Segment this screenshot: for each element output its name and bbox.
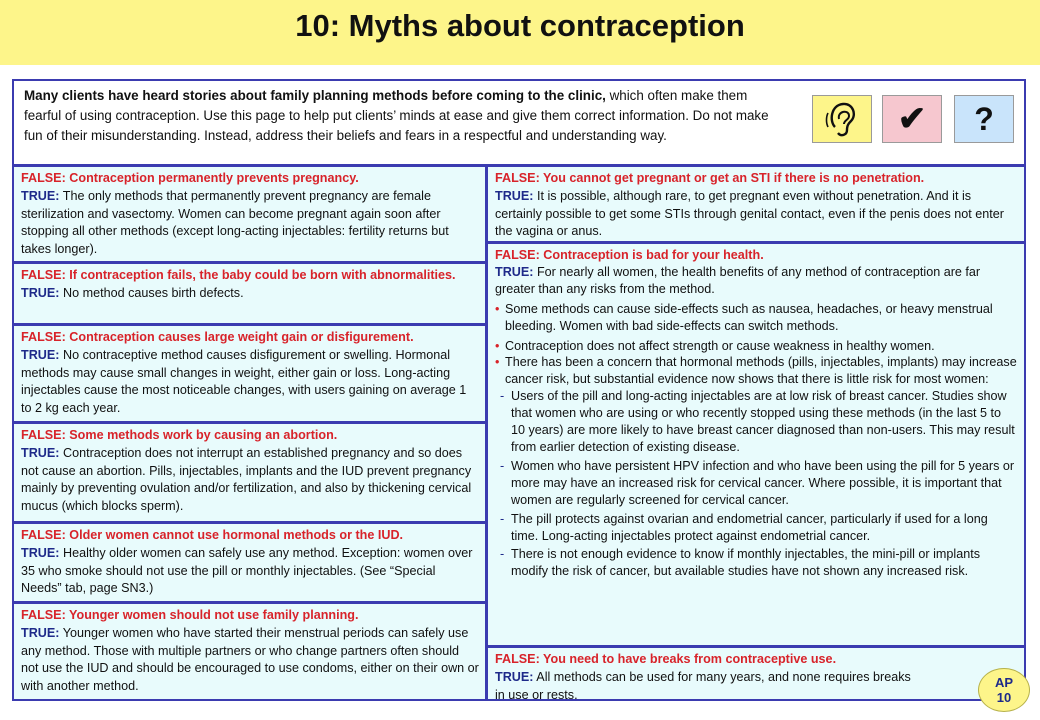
page-badge — [978, 668, 1030, 712]
false-statement: FALSE: Older women cannot use hormonal methods or the IUD. — [21, 528, 404, 542]
intro-bold: Many clients have heard stories about family planning methods before coming to the clinic, — [24, 88, 606, 103]
health-bullet: • Some methods can cause side-effects such as nausea, headaches, or heavy menstrual bleeding. Women with bad side-effects can switch methods. — [495, 301, 993, 333]
question-icon: ? — [954, 95, 1014, 143]
badge-line1: AP — [994, 675, 1014, 690]
check-icon: ✔ — [882, 95, 942, 143]
myth-permanent — [12, 165, 487, 263]
false-statement: FALSE: If contraception fails, the baby could be born with abnormalities. — [21, 268, 456, 282]
true-statement: TRUE: Contraception does not interrupt an established pregnancy and so does not cause an abortion. Pills, injectables, implants and the IUD prevent pregnancy mainly by preventing ovulation and/or fertilization, and also by thickening cervical mucus (which blocks sperm). — [21, 445, 472, 514]
myth-older-women — [12, 522, 487, 603]
health-subpoint: - There is not enough evidence to know if monthly injectables, the mini-pill or implants modify the risk of cancer, but available studies have not shown any increased risk. — [500, 547, 981, 579]
myth-younger-women — [12, 602, 487, 701]
false-statement: FALSE: Some methods work by causing an abortion. — [21, 428, 338, 442]
true-statement: TRUE: For nearly all women, the health benefits of any method of contraception are far greater than any risks from the method. — [495, 264, 981, 296]
true-statement: TRUE: All methods can be used for many years, and none requires breaks in use or rests. — [495, 669, 911, 702]
badge-line2: 10 — [996, 690, 1012, 705]
false-statement: FALSE: Contraception permanently prevents pregnancy. — [21, 171, 359, 185]
true-statement: TRUE: Younger women who have started their menstrual periods can safely use any method. Those with multiple partners or who change partners often should not use the IUD and should be encouraged to use condoms, either on their own or with another method. — [21, 625, 479, 694]
ear-icon — [825, 99, 859, 139]
myth-abortion — [12, 422, 487, 523]
true-statement: TRUE: Healthy older women can safely use any method. Exception: women over 35 who smoke should not use the pill or monthly injectables. (See “Special Needs” tab, page SN3.) — [21, 545, 473, 596]
myth-bad-for-health — [486, 242, 1026, 647]
listen-icon-box — [812, 95, 872, 143]
false-statement: FALSE: Contraception is bad for your health. — [495, 248, 764, 262]
health-subpoint: - The pill protects against ovarian and endometrial cancer, particularly if used for a long time. Long-acting injectables protect against endometrial cancer. — [500, 511, 988, 543]
health-subpoint: - Users of the pill and long-acting injectables are at low risk of breast cancer. Studies show that women who are using or who recently stopped using these methods (in the last 5 to 10 years) are more likely to have breast cancer diagnosed than non-users. This may result from earlier detection of existing disease. — [500, 389, 1015, 454]
myth-breaks — [486, 646, 1026, 701]
true-statement: TRUE: The only methods that permanently prevent pregnancy are female sterilization and vasectomy. Women can become pregnant again soon after stopping all other methods (except long-acting injectables: fertility returns but takes longer). — [21, 188, 449, 257]
health-bullet: • Contraception does not affect strength or cause weakness in healthy women. — [495, 338, 935, 353]
intro-box — [12, 79, 1026, 166]
myth-birth-defects — [12, 262, 487, 325]
page-title: 10: Myths about contraception — [295, 8, 745, 43]
false-statement: FALSE: You cannot get pregnant or get an STI if there is no penetration. — [495, 171, 925, 185]
true-statement: TRUE: It is possible, although rare, to get pregnant even without penetration. And it is certainly possible to get some STIs through genital contact, even if the penis does not enter the vagina or anus. — [495, 188, 1004, 239]
myth-no-penetration — [486, 165, 1026, 243]
intro-rest: which often make them fearful of using contraception. Use this page to help put clients’ minds at ease and give them correct information. Do not make fun of their misunderstanding. Instead, address their beliefs and fears in a respectful and understanding way. — [24, 88, 769, 143]
false-statement: FALSE: Younger women should not use family planning. — [21, 608, 359, 622]
false-statement: FALSE: Contraception causes large weight gain or disfigurement. — [21, 330, 414, 344]
false-statement: FALSE: You need to have breaks from contraceptive use. — [495, 652, 837, 666]
health-subpoint: - Women who have persistent HPV infection and who have been using the pill for 5 years or more may have an increased risk for cervical cancer. Where possible, it is important that women are regularly screened for cervical cancer. — [500, 458, 1015, 507]
true-statement: TRUE: No method causes birth defects. — [21, 285, 244, 300]
health-bullet: • There has been a concern that hormonal methods (pills, injectables, implants) may increase cancer risk, but substantial evidence now shows that there is little risk for most women: — [495, 355, 1017, 387]
myth-weight-gain — [12, 324, 487, 423]
true-statement: TRUE: No contraceptive method causes disfigurement or swelling. Hormonal methods may cause small changes in weight, either gain or loss. Long-acting injectables cause the most noticeable changes, with users gaining on average 1 to 2 kg each year. — [21, 347, 467, 416]
intro-text — [24, 86, 776, 146]
